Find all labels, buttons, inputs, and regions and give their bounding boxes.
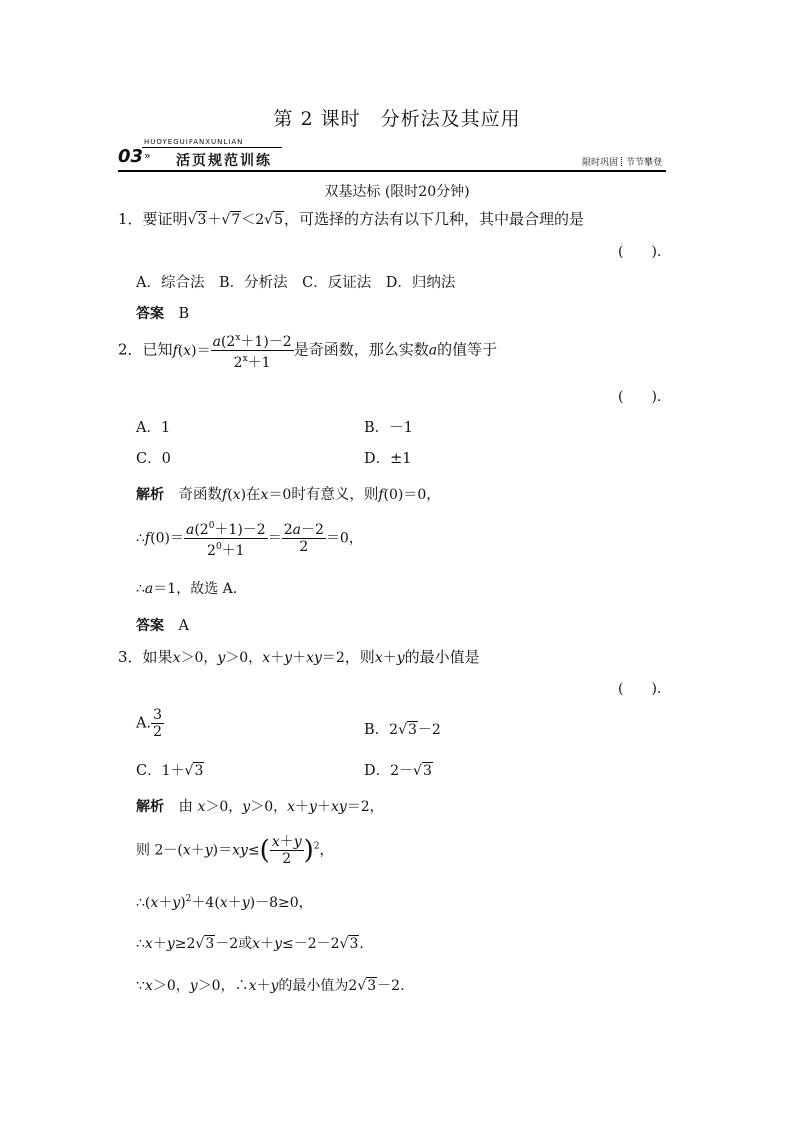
section-banner <box>118 138 666 174</box>
banner-pinyin: HUOYEGUIFANXUNLIAN <box>144 138 244 146</box>
question-1 <box>118 208 584 229</box>
question-3-analysis-line-1 <box>136 795 384 816</box>
question-3-option-d <box>364 759 433 780</box>
question-2-text-b: 是奇函数，那么实数 <box>293 340 429 359</box>
page-title: 第 2 课时 分析法及其应用 <box>273 108 521 130</box>
question-2 <box>118 330 497 371</box>
question-2-answer <box>136 614 189 635</box>
question-2-option-c: C．0 <box>136 451 171 467</box>
question-3-analysis-line-3: $\therefore(x+y)^2+4(x+y)-8\ge 0$， <box>136 894 313 911</box>
question-3-option-b <box>364 718 441 739</box>
question-3-number: 3． <box>118 648 143 666</box>
question-3-option-a <box>136 707 164 740</box>
analysis-label: 解析 <box>136 799 164 815</box>
question-3-expression-b: x＋y <box>374 650 405 666</box>
question-3-text-b: ，则 <box>344 648 375 666</box>
banner-name: 活页规范训练 <box>176 153 272 169</box>
question-3-expression: x＞0，y＞0，x＋y＋xy＝2 <box>172 650 345 666</box>
question-3-analysis-line-2: 则 2－(x＋y)＝xy≤( $\frac{x+y}{2}$ )$^2$， <box>136 834 334 867</box>
banner-top-rule <box>142 147 282 148</box>
analysis-text: 则 <box>136 842 150 859</box>
option-label: B． <box>364 722 390 738</box>
analysis-text: 的最小值为 <box>278 978 349 994</box>
answer-label: 答案 <box>136 618 164 634</box>
analysis-text: 奇函数 <box>178 487 222 503</box>
answer-label: 答案 <box>136 306 164 322</box>
question-3-analysis-line-5: ∵x＞0，y＞0，∴x＋y的最小值为2√3－2. <box>136 978 405 994</box>
question-1-answer <box>136 302 189 323</box>
question-1-options: A．综合法 B．分析法 C．反证法 D．归纳法 <box>136 275 456 291</box>
analysis-text: 时有意义，则 <box>291 487 379 503</box>
analysis-math: f(0)＝0， <box>378 487 441 503</box>
variable-a: a <box>428 342 438 359</box>
banner-bottom-rule <box>118 170 666 172</box>
section-subtitle: 双基达标 (限时20分钟) <box>324 184 470 200</box>
question-3-answer-blank: ( ). <box>618 681 662 697</box>
chevron-double-right-icon: » <box>144 149 151 162</box>
analysis-text: 由 <box>178 799 193 815</box>
question-2-analysis-line-2: ∴f(0)＝ $\frac{a(2^0+1)-2}{2^0+1}$ ＝ $\frac{2a-2}{2}$ ＝0， <box>136 518 363 559</box>
question-2-option-a: A．1 <box>136 420 171 436</box>
option-math: 2√3－2 <box>389 722 441 738</box>
fraction-3-over-2: $\frac{3}{2}$ <box>153 707 163 740</box>
banner-right-b: 节节攀登 <box>625 158 662 168</box>
question-2-analysis-line-1 <box>136 483 440 504</box>
option-label: C． <box>136 763 162 779</box>
analysis-text: 或 <box>238 936 253 952</box>
option-math: 1＋√3 <box>161 763 204 779</box>
question-3-option-c <box>136 759 204 780</box>
banner-separator <box>621 157 623 166</box>
option-math: 2－√3 <box>390 763 432 779</box>
analysis-math: x＝0 <box>260 487 292 503</box>
question-2-option-d: D．±1 <box>364 451 412 467</box>
analysis-label: 解析 <box>136 487 164 503</box>
question-2-answer-blank: ( ). <box>618 389 662 405</box>
question-3-text-a: 如果 <box>142 648 173 666</box>
question-2-analysis-line-3: ∴a＝1，故选 A. <box>136 581 238 597</box>
banner-right <box>582 155 662 168</box>
question-3 <box>118 646 480 667</box>
analysis-math: x＞0，y＞0，x＋y＋xy＝2， <box>197 799 384 815</box>
question-1-expression: √3＋√7＜2√5 <box>187 212 283 228</box>
question-2-option-b: B．－1 <box>364 420 413 436</box>
question-2-number: 2． <box>118 340 143 359</box>
analysis-text: 在 <box>246 487 261 503</box>
answer-value: A <box>178 618 189 634</box>
analysis-text: ，故选 A. <box>176 581 238 597</box>
answer-value: B <box>178 306 190 322</box>
banner-number: 03 <box>118 146 144 167</box>
option-label: D． <box>364 763 391 779</box>
question-3-analysis-line-4: ∴x＋y≥2√3－2或x＋y≤－2－2√3. <box>136 936 364 952</box>
question-2-text-c: 的值等于 <box>437 340 498 359</box>
question-1-text-a: 要证明 <box>142 210 188 228</box>
question-3-text-c: 的最小值是 <box>404 648 480 666</box>
question-1-text-b: ，可选择的方法有以下几种，其中最合理的是 <box>284 210 585 228</box>
question-1-number: 1． <box>118 210 143 228</box>
question-2-text-a: 已知 <box>142 340 173 359</box>
banner-right-a: 限时巩固 <box>581 158 618 168</box>
analysis-math: f(x) <box>222 487 247 503</box>
question-1-answer-blank: ( ). <box>618 244 662 260</box>
option-label: A. <box>136 715 152 732</box>
question-2-expression: f(x)＝ $\frac{a(2^x+1)-2}{2^x+1}$ <box>173 343 294 359</box>
